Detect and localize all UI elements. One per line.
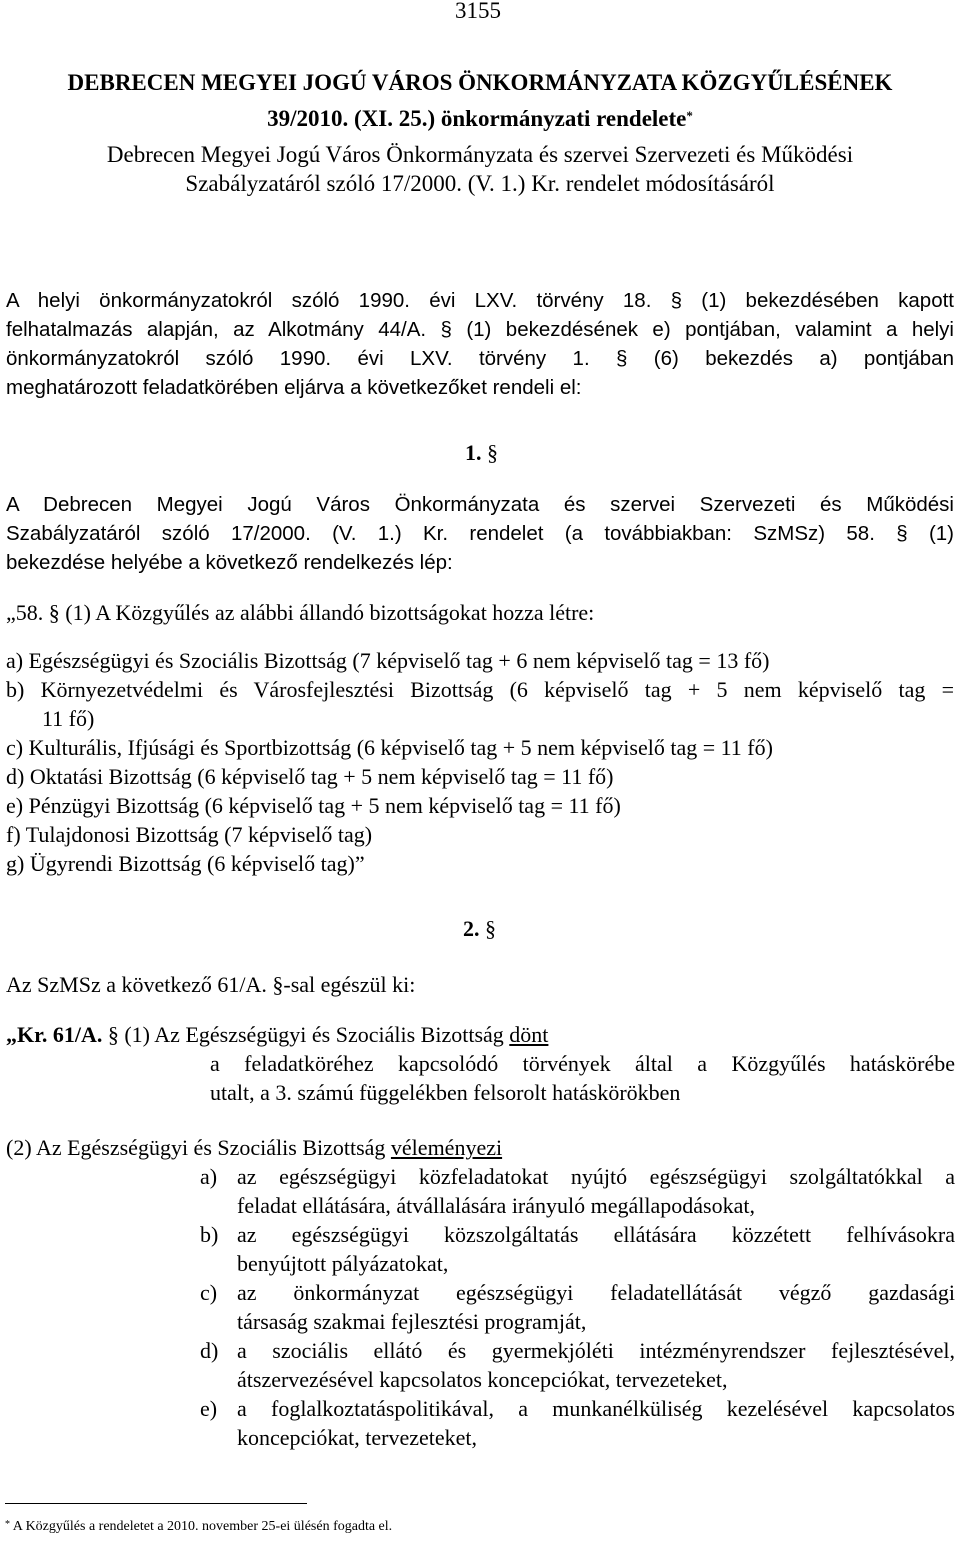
kr-61a-paragraph-1-line: utalt, a 3. számú függelékben felsorolt hatáskörökben — [210, 1080, 681, 1105]
committee-list-item: f) Tulajdonosi Bizottság (7 képviselő tag) — [6, 822, 373, 847]
section-2-intro: Az SzMSz a következő 61/A. §-sal egészül ki: — [6, 972, 416, 997]
committee-list-item-continuation: 11 fő) — [42, 706, 95, 731]
opinion-item-line: feladat ellátására, átvállalására irányuló megállapodásokat, — [237, 1193, 755, 1218]
section-1-intro-line: Szabályzatáról szóló 17/2000. (V. 1.) Kr. rendelet (a továbbiakban: SzMSz) 58. § (1) — [6, 522, 954, 545]
header-line-2 — [0, 104, 960, 133]
opinion-item-line: az egészségügyi közszolgáltatás ellátására közzétett felhívásokra — [237, 1222, 955, 1247]
page-number: 3155 — [455, 0, 501, 23]
footnote-mark: * — [5, 1519, 10, 1530]
section-1-intro-line: A Debrecen Megyei Jogú Város Önkormányzata és szervei Szervezeti és Működési — [6, 493, 954, 516]
opinion-item-line: az egészségügyi közfeladatokat nyújtó egészségügyi szolgáltatókkal a — [237, 1164, 955, 1189]
opinion-item-line: koncepciókat, tervezeteket, — [237, 1425, 478, 1450]
footnote-separator — [5, 1503, 307, 1504]
header-line-1: DEBRECEN MEGYEI JOGÚ VÁROS ÖNKORMÁNYZATA KÖZGYŰLÉSÉNEK — [67, 70, 893, 95]
preamble-line: meghatározott feladatkörében eljárva a következőket rendeli el: — [6, 376, 582, 399]
committee-list-item: e) Pénzügyi Bizottság (6 képviselő tag + 5 nem képviselő tag = 11 fő) — [6, 793, 621, 818]
section-1-heading: 1. § — [465, 440, 498, 465]
preamble-line: önkormányzatokról szóló 1990. évi LXV. törvény 1. § (6) bekezdés a) pontjában — [6, 347, 954, 370]
opinion-item-label: d) — [200, 1338, 219, 1363]
verb-velemenyezi: véleményezi — [390, 1135, 503, 1160]
committee-list-item: g) Ügyrendi Bizottság (6 képviselő tag)” — [6, 851, 365, 876]
opinion-item-label: e) — [200, 1396, 218, 1421]
committee-list-item: c) Kulturális, Ifjúsági és Sportbizottság (6 képviselő tag + 5 nem képviselő tag = 11 fő) — [6, 735, 773, 760]
footnote — [5, 1519, 392, 1535]
opinion-item-label: a) — [200, 1164, 218, 1189]
kr-61a-paragraph-1: „Kr. 61/A. § (1) Az Egészségügyi és Szociális Bizottság dönt — [6, 1022, 549, 1047]
kr-61a-label: „Kr. 61/A. — [6, 1022, 103, 1047]
preamble-line: A helyi önkormányzatokról szóló 1990. évi LXV. törvény 18. § (1) bekezdésében kapott — [6, 289, 954, 312]
opinion-item-label: b) — [200, 1222, 219, 1247]
committee-list-item: d) Oktatási Bizottság (6 képviselő tag + 5 nem képviselő tag = 11 fő) — [6, 764, 614, 789]
opinion-item-line: a foglalkoztatáspolitikával, a munkanélküliség kezelésével kapcsolatos — [237, 1396, 955, 1421]
opinion-item-line: a szociális ellátó és gyermekjóléti intézményrendszer fejlesztésével, — [237, 1338, 955, 1363]
opinion-item-line: benyújtott pályázatokat, — [237, 1251, 449, 1276]
committee-list-item: b) Környezetvédelmi és Városfejlesztési Bizottság (6 képviselő tag + 5 nem képviselő tag = — [6, 677, 954, 702]
footnote-ref[interactable]: * — [686, 108, 693, 123]
opinion-item-line: átszervezésével kapcsolatos koncepciókat, tervezeteket, — [237, 1367, 728, 1392]
opinion-item-line: az önkormányzat egészségügyi feladatellátását végző gazdasági — [237, 1280, 955, 1305]
opinion-item-label: c) — [200, 1280, 218, 1305]
preamble-line: felhatalmazás alapján, az Alkotmány 44/A. § (1) bekezdésének e) pontjában, valamint a helyi — [6, 318, 954, 341]
section-2-heading: 2. § — [463, 916, 496, 941]
header-line-4: Szabályzatáról szóló 17/2000. (V. 1.) Kr. rendelet módosításáról — [185, 171, 775, 196]
kr-61a-paragraph-1-line: a feladatköréhez kapcsolódó törvények által a Közgyűlés hatáskörébe — [210, 1051, 955, 1076]
amended-paragraph-58: „58. § (1) A Közgyűlés az alábbi állandó bizottságokat hozza létre: — [6, 600, 595, 625]
footnote-text: A Közgyűlés a rendeletet a 2010. november 25-ei ülésén fogadta el. — [10, 1519, 393, 1534]
section-1-intro-line: bekezdése helyébe a következő rendelkezés lép: — [6, 551, 453, 574]
verb-dont: dönt — [509, 1022, 549, 1047]
opinion-item-line: társaság szakmai fejlesztési programját, — [237, 1309, 587, 1334]
committee-list-item: a) Egészségügyi és Szociális Bizottság (7 képviselő tag + 6 nem képviselő tag = 13 fő) — [6, 648, 770, 673]
kr-61a-paragraph-2: (2) Az Egészségügyi és Szociális Bizottság véleményezi — [6, 1135, 503, 1160]
header-line-3: Debrecen Megyei Jogú Város Önkormányzata és szervei Szervezeti és Működési — [106, 142, 854, 167]
header-decree-number: 39/2010. (XI. 25.) önkormányzati rendelete — [267, 106, 687, 131]
